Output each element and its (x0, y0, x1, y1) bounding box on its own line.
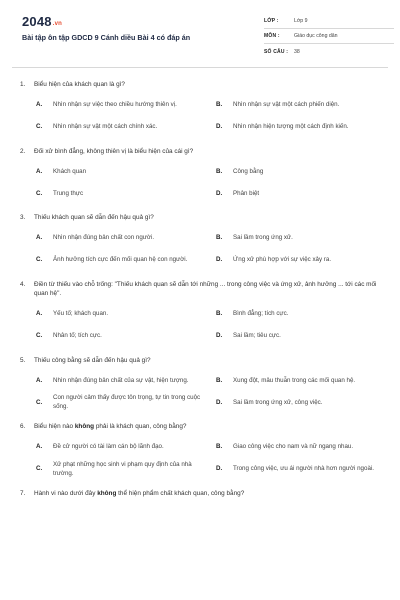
option-letter: C. (36, 332, 43, 339)
meta-row-class (264, 14, 394, 29)
logo-tld: .vn (52, 21, 63, 27)
document-meta (264, 14, 394, 59)
option-a[interactable] (36, 96, 210, 114)
option-text: Nhìn nhận sự việc theo chiều hướng thiên vị. (53, 101, 177, 108)
option-letter: C. (36, 398, 43, 406)
option-b[interactable] (216, 371, 390, 389)
question-text (34, 147, 382, 157)
question-1 (20, 80, 382, 136)
option-text: Công bằng (233, 167, 264, 175)
option-letter: A. (36, 234, 43, 241)
option-a[interactable] (36, 162, 210, 180)
option-text: Xử phạt những học sinh vi phạm quy định của nhà trường. (53, 460, 192, 477)
option-text: Khách quan (53, 167, 87, 175)
option-b[interactable] (216, 438, 390, 456)
option-c[interactable] (36, 251, 210, 269)
question-text-part: Biểu hiện của khách quan là gì? (34, 81, 125, 88)
option-letter: D. (216, 256, 223, 263)
question-text (34, 422, 382, 432)
option-a[interactable] (36, 229, 210, 247)
question-text-part: Thiếu công bằng sẽ dẫn đến hậu quả gì? (34, 356, 151, 364)
option-text: Nhìn nhận đúng bản chất của sự vật, hiện tượng. (53, 376, 189, 384)
option-text: Nhìn nhận hiện tượng một cách định kiến. (233, 123, 349, 130)
option-b[interactable] (216, 162, 390, 180)
option-grid (20, 162, 382, 202)
question-5 (20, 356, 382, 412)
option-grid (20, 229, 382, 269)
option-letter: B. (216, 101, 223, 108)
logo-text: 2048 (22, 14, 52, 29)
meta-key: SỐ CÂU : (264, 48, 289, 55)
option-c[interactable] (36, 184, 210, 202)
option-text: Giao công việc cho nam và nữ ngang nhau. (233, 443, 354, 450)
option-letter: A. (36, 376, 43, 384)
option-letter: C. (36, 123, 43, 130)
question-text-part: Điền từ thiếu vào chỗ trống: "Thiếu khách quan sẽ dẫn tới những ... trong công việc và ứng xử, ảnh hưởng ... tới các mối quan hệ". (34, 280, 377, 297)
option-d[interactable] (216, 393, 390, 411)
option-text: Yếu tố; khách quan. (53, 310, 109, 317)
option-b[interactable] (216, 305, 390, 323)
meta-value: 38 (294, 48, 300, 55)
meta-row-subject (264, 29, 394, 44)
question-6 (20, 422, 382, 478)
document-header (12, 0, 388, 68)
question-3 (20, 213, 382, 269)
question-2 (20, 147, 382, 203)
option-letter: A. (36, 101, 43, 108)
question-number: 3. (20, 214, 26, 221)
option-b[interactable] (216, 96, 390, 114)
question-text-part: Thiếu khách quan sẽ dẫn đến hậu quả gì? (34, 214, 154, 221)
option-d[interactable] (216, 460, 390, 478)
option-letter: D. (216, 123, 223, 130)
option-text: Nhìn nhận sự vật một cách chính xác. (53, 123, 158, 130)
question-7 (20, 489, 382, 499)
option-text: Trung thực (53, 189, 84, 197)
option-text: Ảnh hưởng tích cực đến mối quan hệ con người. (53, 256, 188, 263)
option-letter: C. (36, 465, 43, 472)
question-text (34, 80, 382, 90)
meta-key: LỚP : (264, 18, 279, 24)
option-text: Ứng xử phù hợp với sự việc xảy ra. (233, 256, 332, 263)
option-grid (20, 371, 382, 411)
option-grid (20, 438, 382, 478)
question-text-part: phải là khách quan, công bằng? (94, 423, 187, 430)
question-number: 4. (20, 280, 26, 288)
option-c[interactable] (36, 460, 210, 478)
meta-row-count (264, 44, 394, 59)
option-c[interactable] (36, 393, 210, 411)
meta-key: MÔN : (264, 33, 280, 39)
option-d[interactable] (216, 251, 390, 269)
question-4 (20, 280, 382, 345)
option-letter: C. (36, 189, 43, 197)
question-number: 5. (20, 356, 26, 364)
option-c[interactable] (36, 327, 210, 345)
option-letter: A. (36, 443, 43, 450)
option-letter: D. (216, 398, 223, 406)
option-text: Sai lầm trong ứng xử, công việc. (233, 398, 323, 406)
question-text-part: Biểu hiện nào (34, 423, 75, 430)
option-letter: B. (216, 310, 223, 317)
question-text-part: Đối xử bình đẳng, không thiên vị là biểu hiện của cái gì? (34, 147, 194, 155)
option-text: Nhân tố; tích cực. (53, 332, 102, 339)
option-text: Con người cảm thấy được tôn trọng, tự tin trong cuộc sống. (53, 394, 201, 410)
question-text (34, 489, 382, 499)
option-b[interactable] (216, 229, 390, 247)
option-a[interactable] (36, 371, 210, 389)
option-letter: A. (36, 310, 43, 317)
option-text: Xung đột, mâu thuẫn trong các mối quan hệ. (233, 376, 356, 384)
question-text (34, 356, 382, 366)
option-a[interactable] (36, 438, 210, 456)
question-number: 7. (20, 489, 26, 497)
option-letter: A. (36, 167, 43, 175)
option-text: Sai lầm; tiêu cực. (233, 332, 281, 339)
question-emphasis: không (74, 423, 95, 430)
option-grid (20, 305, 382, 345)
option-d[interactable] (216, 327, 390, 345)
option-letter: D. (216, 189, 223, 197)
option-text: Phân biệt (233, 189, 260, 197)
option-letter: B. (216, 376, 223, 384)
document-title: Bài tập ôn tập GDCD 9 Cánh diều Bài 4 có đáp án (22, 33, 191, 42)
meta-value: Giáo dục công dân (294, 33, 338, 39)
option-a[interactable] (36, 305, 210, 323)
question-text (34, 280, 382, 299)
site-logo[interactable] (22, 14, 62, 29)
option-text: Trong công việc, ưu ái người nhà hơn người ngoài. (233, 465, 374, 472)
question-text-part: Hành vi nào dưới đây (34, 489, 98, 497)
option-text: Nhìn nhận đúng bản chất con người. (53, 234, 155, 241)
question-emphasis: không (97, 489, 117, 497)
option-letter: B. (216, 167, 223, 175)
question-number: 2. (20, 147, 26, 155)
option-letter: B. (216, 443, 223, 450)
question-number: 6. (20, 423, 26, 430)
option-d[interactable] (216, 184, 390, 202)
option-d[interactable] (216, 118, 390, 136)
meta-value: Lớp 9 (294, 18, 308, 24)
option-text: Sai lầm trong ứng xử. (233, 234, 293, 241)
option-c[interactable] (36, 118, 210, 136)
question-text (34, 213, 382, 223)
option-text: Nhìn nhận sự vật một cách phiến diện. (233, 101, 340, 108)
question-list (20, 80, 382, 509)
option-letter: D. (216, 332, 223, 339)
option-text: Đề cử người có tài làm cán bộ lãnh đạo. (53, 443, 164, 450)
option-letter: C. (36, 256, 43, 263)
option-letter: B. (216, 234, 223, 241)
question-text-part: thể hiện phẩm chất khách quan, công bằng? (116, 489, 245, 497)
question-number: 1. (20, 81, 26, 88)
option-text: Bình đẳng; tích cực. (233, 310, 289, 317)
option-grid (20, 96, 382, 136)
option-letter: D. (216, 465, 223, 472)
